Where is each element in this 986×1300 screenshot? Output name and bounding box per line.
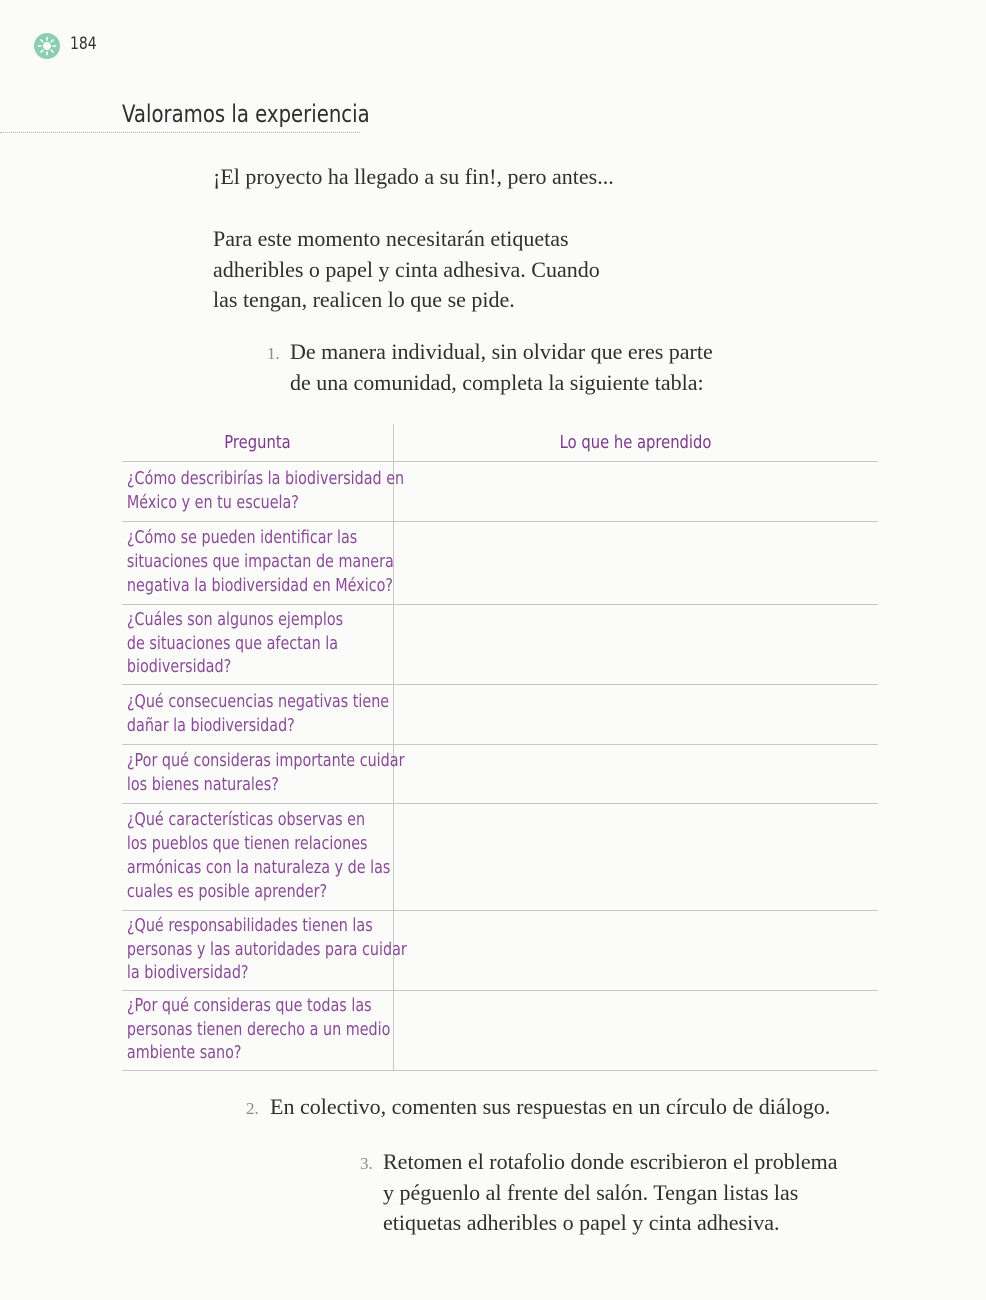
table-row: [122, 911, 878, 991]
question-line: ambiente sano?: [126, 1043, 242, 1064]
step-1-text: [290, 337, 713, 398]
table-row: [122, 462, 878, 522]
question-line: ¿Qué responsabilidades tienen las: [126, 915, 373, 936]
table-row: [122, 522, 878, 605]
table-row: [122, 804, 878, 911]
step-3-line: y péguenlo al frente del salón. Tengan listas las: [383, 1179, 799, 1205]
question-line: ¿Cuáles son algunos ejemplos: [126, 609, 344, 630]
step-1-line: De manera individual, sin olvidar que eres parte: [290, 339, 713, 364]
table-row: [122, 991, 878, 1071]
step-1-line: de una comunidad, completa la siguiente tabla:: [290, 369, 704, 395]
step-2-number: 2.: [246, 1099, 259, 1118]
question-line: biodiversidad?: [126, 657, 232, 678]
question-line: ¿Por qué consideras importante cuidar: [126, 751, 405, 772]
question-line: armónicas con la naturaleza y de las: [126, 858, 391, 878]
step-2-text: En colectivo, comenten sus respuestas en un círculo de diálogo.: [270, 1094, 831, 1119]
answer-cell[interactable]: [394, 911, 879, 991]
table-header-row: [122, 424, 878, 462]
step-3-number: 3.: [360, 1154, 373, 1173]
answer-cell[interactable]: [394, 462, 879, 522]
header-lo-que-he-aprendido: Lo que he aprendido: [394, 424, 879, 462]
question-cell: [122, 911, 407, 991]
question-line: ¿Cómo se pueden identificar las: [126, 528, 358, 549]
question-line: ¿Por qué consideras que todas las: [126, 995, 372, 1016]
answer-cell[interactable]: [394, 605, 879, 685]
question-line: dañar la biodiversidad?: [126, 715, 295, 736]
page-badge-icon: [34, 33, 60, 59]
question-line: ¿Qué consecuencias negativas tiene: [126, 691, 390, 712]
table-row: [122, 745, 878, 804]
intro-text: ¡El proyecto ha llegado a su fin!, pero antes...: [213, 164, 614, 189]
question-cell: [122, 745, 405, 804]
answer-cell[interactable]: [394, 685, 879, 745]
question-cell: [122, 685, 394, 745]
question-cell: [122, 804, 394, 911]
question-cell: [122, 991, 394, 1071]
question-line: los bienes naturales?: [126, 775, 279, 795]
question-line: los pueblos que tienen relaciones: [126, 834, 368, 855]
header-pregunta: Pregunta: [122, 424, 394, 462]
instructions-line: Para este momento necesitarán etiquetas: [213, 226, 569, 251]
step-3-line: etiquetas adheribles o papel y cinta adhesiva.: [383, 1210, 780, 1235]
title-divider: [0, 132, 360, 133]
step-3-text: [383, 1147, 838, 1239]
answer-cell[interactable]: [394, 522, 879, 605]
instructions-line: adheribles o papel y cinta adhesiva. Cuando: [213, 256, 600, 282]
sun-icon: [37, 36, 57, 56]
answer-cell[interactable]: [394, 804, 879, 911]
table-row: [122, 685, 878, 745]
question-line: negativa la biodiversidad en México?: [126, 575, 393, 596]
question-line: de situaciones que afectan la: [126, 633, 339, 654]
question-line: México y en tu escuela?: [126, 492, 299, 513]
learning-table: [122, 424, 878, 1071]
question-cell: [122, 462, 405, 522]
section-title: Valoramos la experiencia: [122, 100, 370, 128]
question-line: situaciones que impactan de manera: [126, 552, 394, 573]
question-line: personas tienen derecho a un medio: [126, 1019, 391, 1040]
question-line: ¿Qué características observas en: [126, 810, 366, 831]
instructions-paragraph: [213, 224, 600, 316]
step-1-number: 1.: [267, 344, 280, 363]
table-row: [122, 605, 878, 685]
question-cell: [122, 605, 394, 685]
question-line: la biodiversidad?: [126, 963, 249, 984]
question-line: cuales es posible aprender?: [126, 881, 328, 902]
step-3-line: Retomen el rotafolio donde escribieron el problema: [383, 1149, 838, 1174]
question-line: personas y las autoridades para cuidar: [126, 939, 407, 960]
instructions-line: las tengan, realicen lo que se pide.: [213, 287, 515, 312]
question-cell: [122, 522, 394, 605]
answer-cell[interactable]: [394, 991, 879, 1071]
question-line: ¿Cómo describirías la biodiversidad en: [126, 468, 405, 489]
answer-cell[interactable]: [394, 745, 879, 804]
page-number: 184: [70, 34, 97, 54]
